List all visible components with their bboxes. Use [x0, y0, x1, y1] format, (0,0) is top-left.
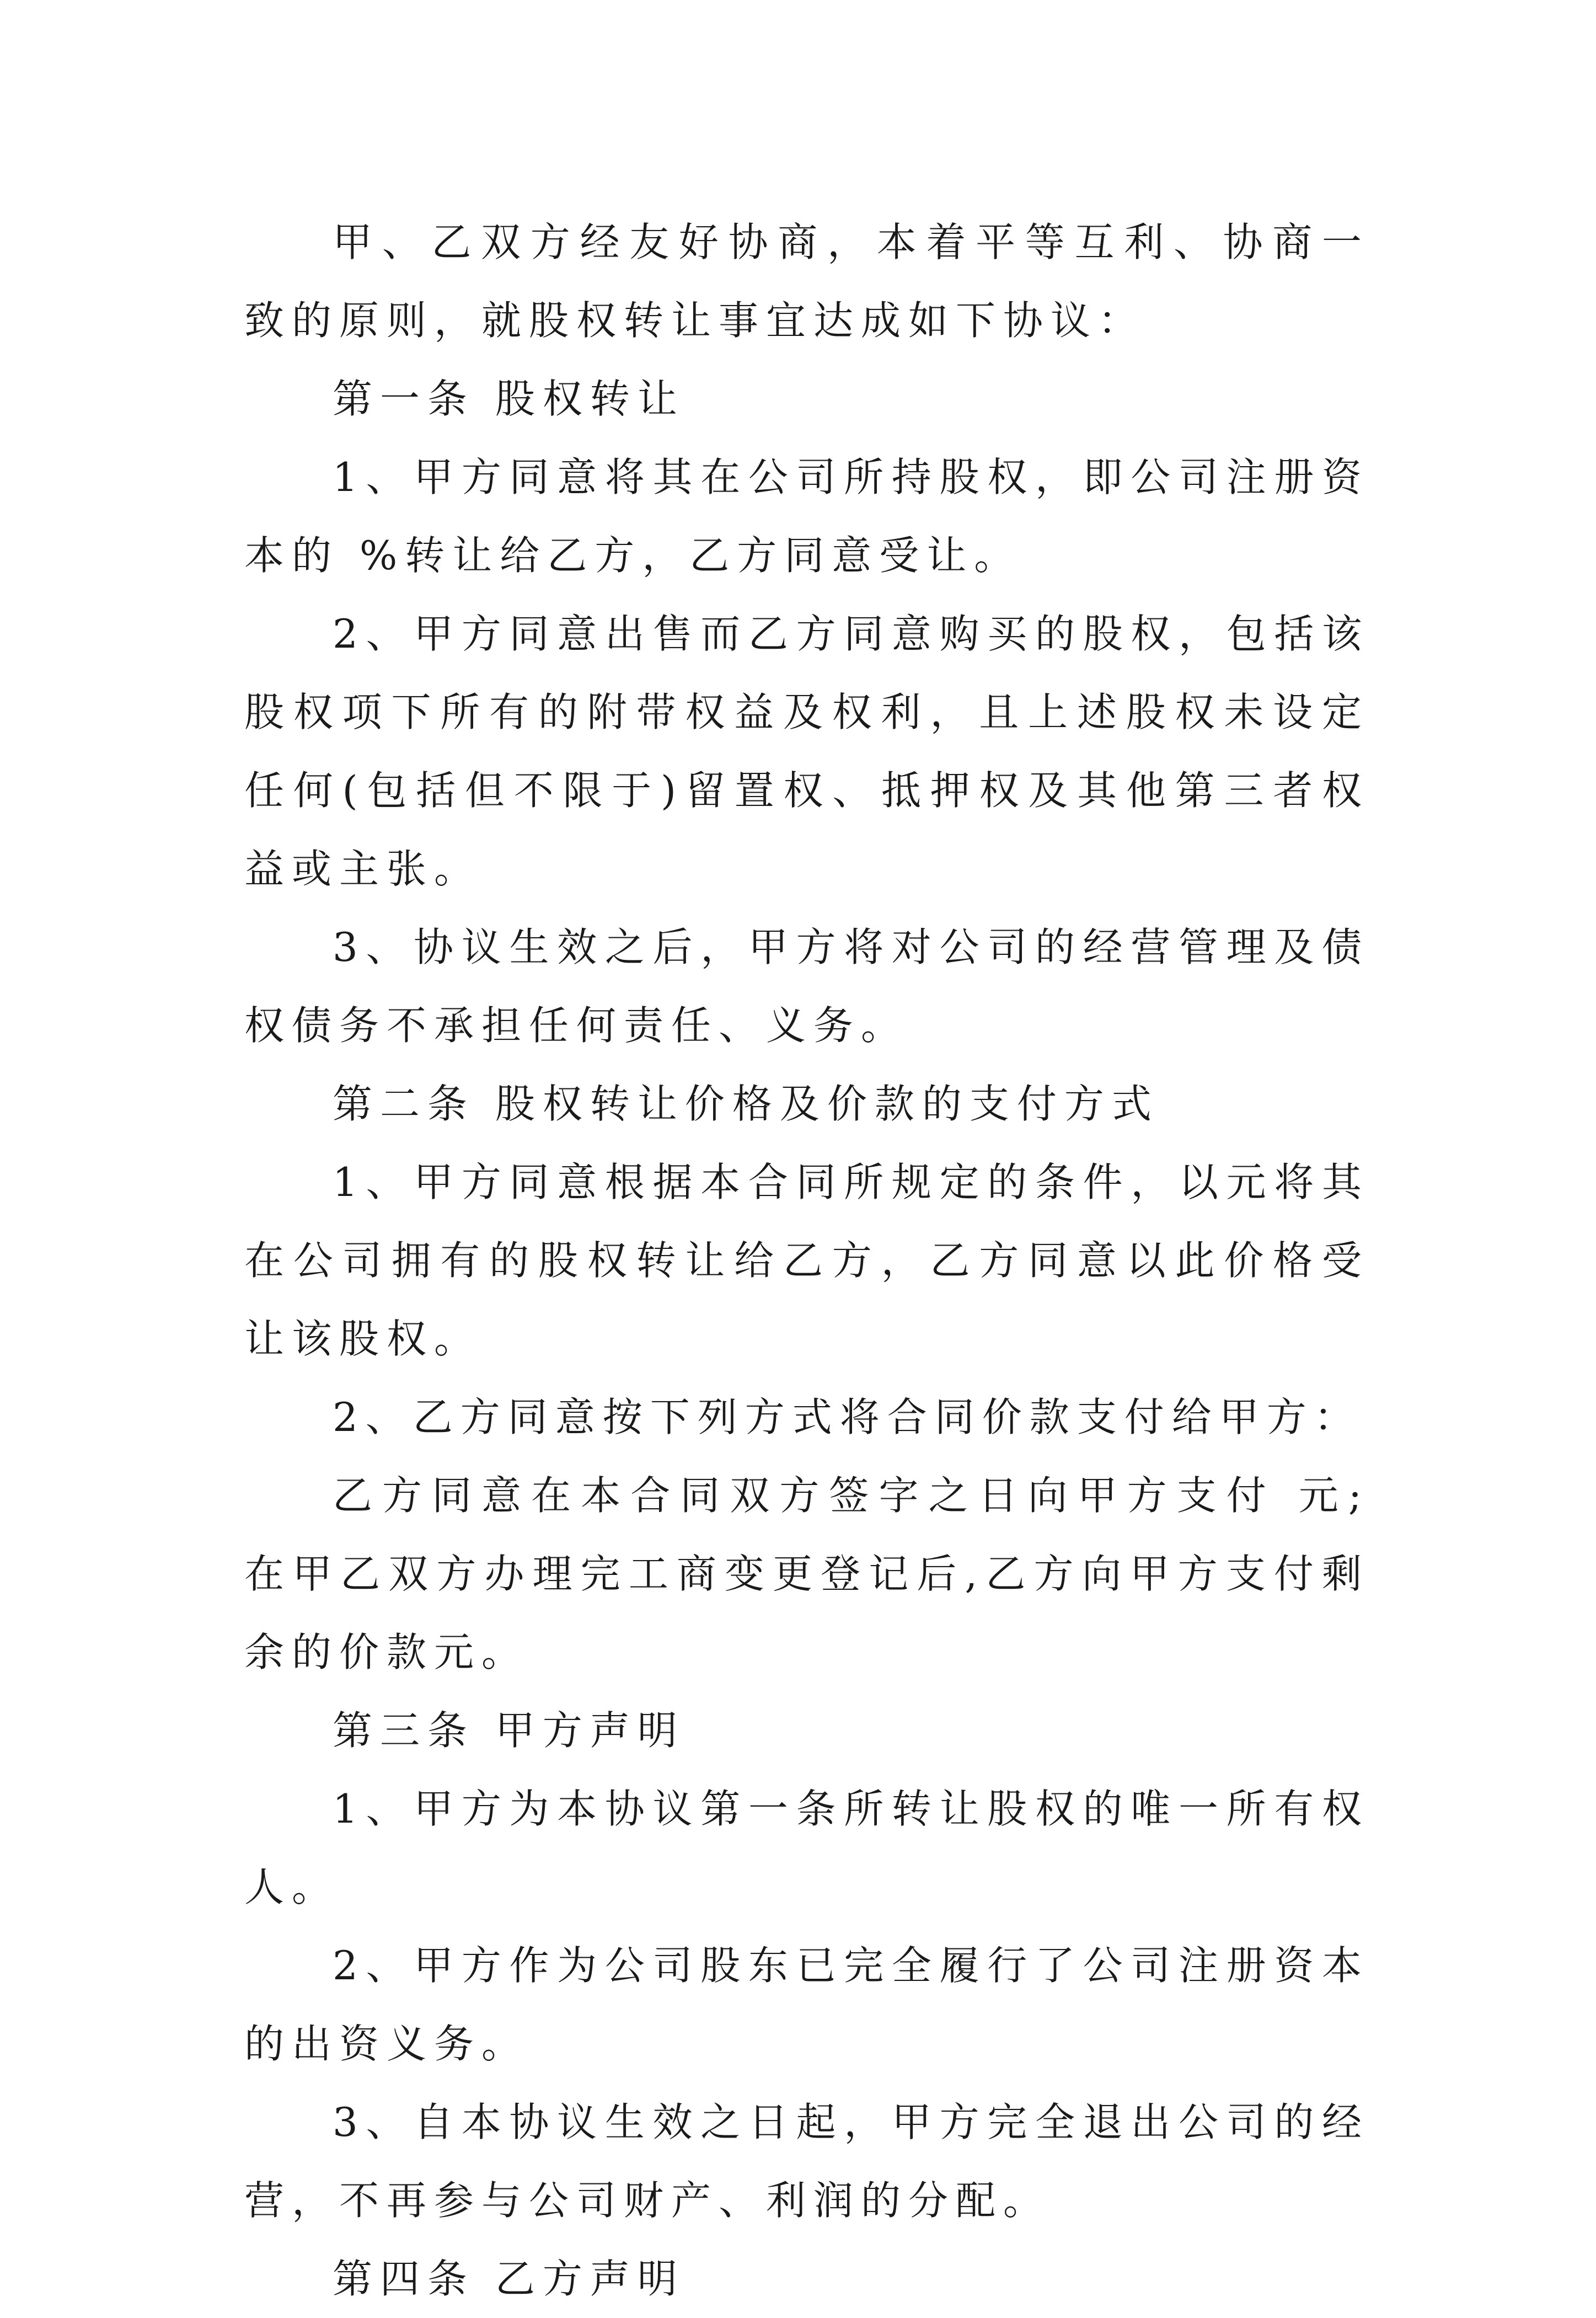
- paragraph-article-3-item-3: 3、自本协议生效之日起，甲方完全退出公司的经营，不再参与公司财产、利润的分配。: [244, 2099, 1369, 2224]
- paragraph-article-2-item-2: 2、乙方同意按下列方式将合同价款支付给甲方：: [333, 1394, 1362, 1440]
- heading-article-2: 第二条 股权转让价格及价款的支付方式: [333, 1081, 1159, 1127]
- document-body: [244, 203, 1369, 2318]
- paragraph-article-3-item-2: 2、甲方作为公司股东已完全履行了公司注册资本的出资义务。: [244, 1942, 1369, 2067]
- heading-article-1: 第一条 股权转让: [333, 376, 685, 422]
- paragraph-article-2-payment: 乙方同意在本合同双方签字之日向甲方支付 元;在甲乙双方办理完工商变更登记后,乙方向甲方支付剩余的价款元。: [244, 1472, 1369, 1675]
- paragraph-article-1-item-1: 1、甲方同意将其在公司所持股权，即公司注册资本的 %转让给乙方，乙方同意受让。: [244, 454, 1369, 579]
- heading-article-3: 第三条 甲方声明: [333, 1707, 685, 1754]
- paragraph-article-3-item-1: 1、甲方为本协议第一条所转让股权的唯一所有权人。: [244, 1786, 1369, 1910]
- paragraph-preamble: 甲、乙双方经友好协商，本着平等互利、协商一致的原则，就股权转让事宜达成如下协议：: [244, 219, 1369, 344]
- heading-article-4: 第四条 乙方声明: [333, 2256, 685, 2302]
- paragraph-article-2-item-1: 1、甲方同意根据本合同所规定的条件，以元将其在公司拥有的股权转让给乙方，乙方同意以此价格受让该股权。: [244, 1159, 1369, 1362]
- paragraph-article-1-item-3: 3、协议生效之后，甲方将对公司的经营管理及债权债务不承担任何责任、义务。: [244, 924, 1369, 1049]
- paragraph-article-1-item-2: 2、甲方同意出售而乙方同意购买的股权，包括该股权项下所有的附带权益及权利，且上述股权未设定任何(包括但不限于)留置权、抵押权及其他第三者权益或主张。: [244, 611, 1369, 892]
